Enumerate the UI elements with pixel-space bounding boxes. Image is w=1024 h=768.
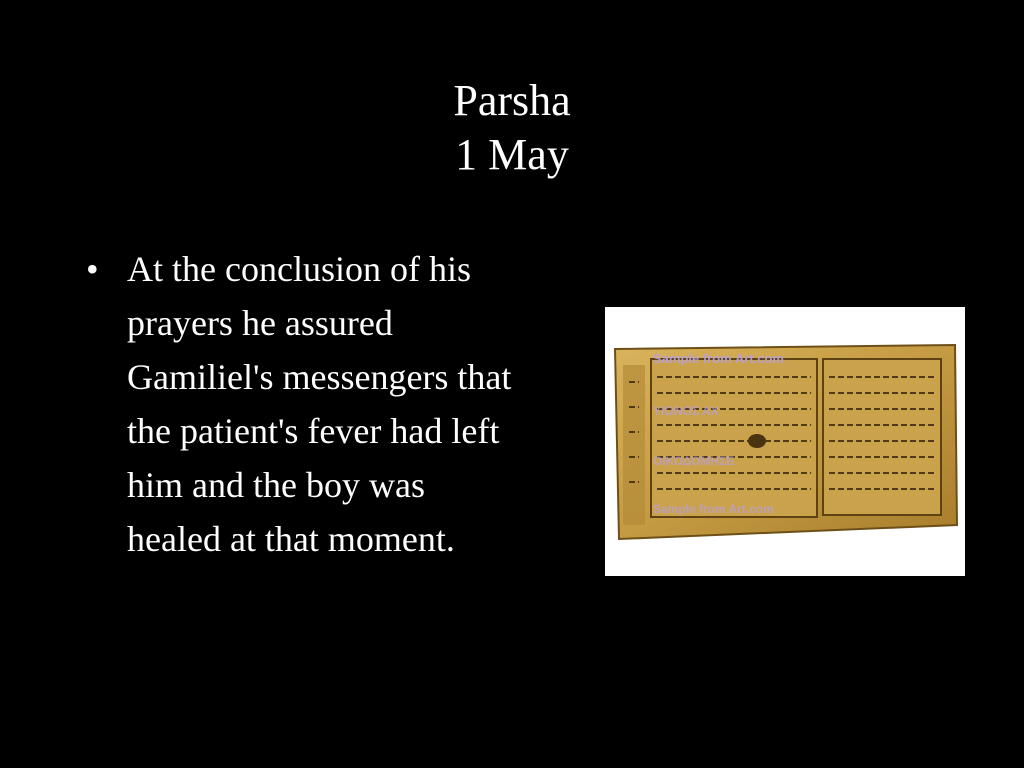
bullet-text: At the conclusion of his prayers he assured Gamiliel's messengers that the patient's fever had left him and the boy was healed at that moment. xyxy=(127,249,512,559)
slide-title xyxy=(0,74,1024,182)
bullet-item xyxy=(86,242,516,566)
title-line-1: Parsha xyxy=(453,76,571,125)
svg-text:Sample from Art.com: Sample from Art.com xyxy=(653,502,774,516)
title-line-2: 1 May xyxy=(455,130,569,179)
bullet-list xyxy=(86,242,516,566)
bullet-marker: • xyxy=(86,249,99,289)
inscription-image xyxy=(605,307,965,576)
svg-text:ΥΙΩΝΟΣ ΑΧ: ΥΙΩΝΟΣ ΑΧ xyxy=(653,404,719,418)
watermark-text: Sample from Art.com xyxy=(653,351,784,366)
inscription-tablet-icon xyxy=(605,307,965,576)
svg-text:ΟΙΚΟΔΟΜΗΣΕ: ΟΙΚΟΔΟΜΗΣΕ xyxy=(653,454,735,468)
